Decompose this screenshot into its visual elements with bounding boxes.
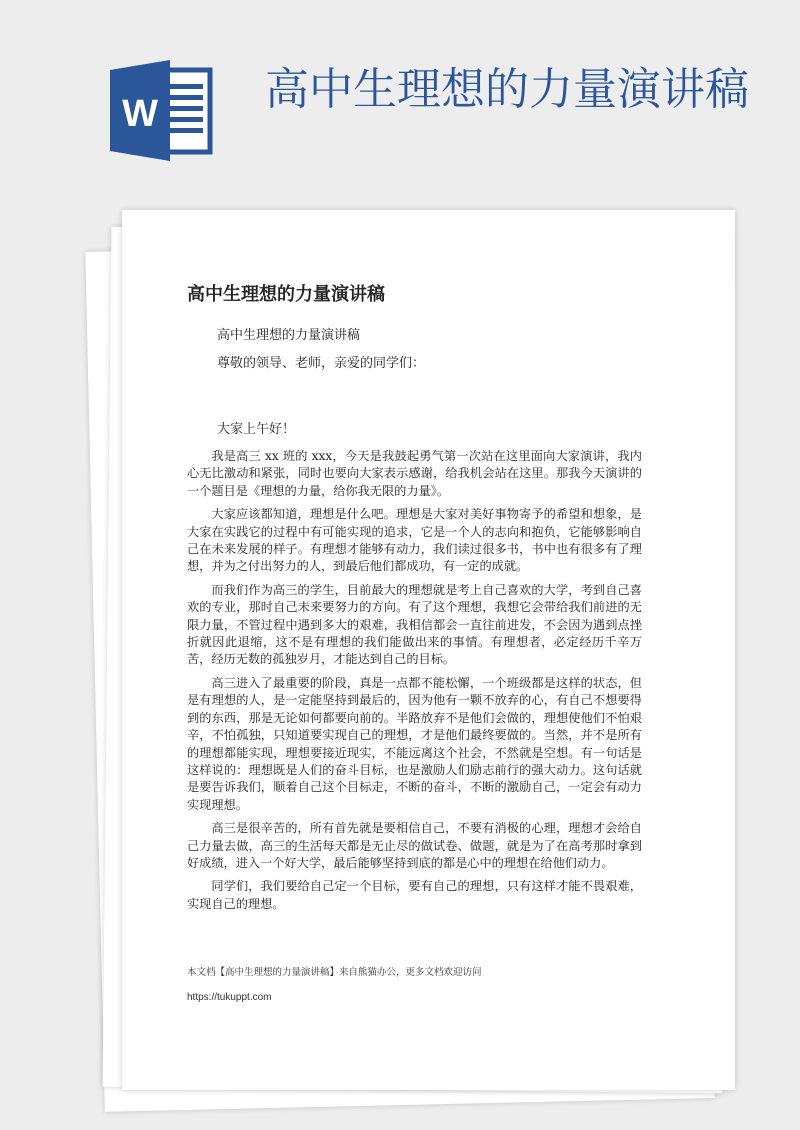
paragraph: 而我们作为高三的学生，目前最大的理想就是考上自己喜欢的大学，考到自己喜欢的专业，那时自己未来要努力的方向。有了这个理想，我想它会带给我们前进的无限力量，不管过程中遇到多大的艰难，我相信都会一直往前进发，不会因为遇到点挫折就因此退缩，这不是有理想的我们能做出来的事情。有理想者，必定经历千辛万苦，经历无数的孤独岁月，才能达到自己的目标。 <box>187 582 642 667</box>
salutation: 尊敬的领导、老师，亲爱的同学们： <box>217 356 426 371</box>
paragraph: 高三进入了最重要的阶段，真是一点都不能松懈，一个班级都是这样的状态，但是有理想的人，是一定能坚持到最后的，因为他有一颗不放弃的心，有自己不想要得到的东西，那是无论如何都要向前的。半路放弃不是他们会做的，理想使他们不怕艰辛，不怕孤独，只知道要实现自己的理想，才是他们最终要做的。当然，并不是所有的理想都能实现，理想要接近现实，不能远离这个社会，不然就是空想。有一句话是这样说的：理想既是人们的奋斗目标，也是激励人们励志前行的强大动力。这句话就是要告诉我们，顺着自己这个目标走，不断的奋斗，不断的激励自己，一定会有动力实现理想。 <box>187 675 642 812</box>
document-title: 高中生理想的力量演讲稿 <box>187 284 385 305</box>
footer-link[interactable]: https://tukuppt.com <box>187 992 272 1003</box>
paragraph: 我是高三 xx 班的 xxx，今天是我鼓起勇气第一次站在这里面向大家演讲，我内心无比激动和紧张，同时也要向大家表示感谢，给我机会站在这里。那我今天演讲的一个题目是《理想的力量，给你我无限的力量》。 <box>187 449 642 498</box>
word-logo-letter: W <box>122 93 158 135</box>
paragraph: 高三是很辛苦的，所有首先就是要相信自己，不要有消极的心理，理想才会给自己力量去做，高三的生活每天都是无止尽的做试卷、做题，就是为了在高考那时拿到好成绩，进入一个好大学，最后能够坚持到底的都是心中的理想在给他们动力。 <box>187 821 642 870</box>
document-body <box>187 280 642 919</box>
page-title: 高中生理想的力量演讲稿 <box>265 64 749 115</box>
paragraph: 大家应该都知道，理想是什么吧。理想是大家对美好事物寄予的希望和想象，是大家在实践它的过程中有可能实现的追求，它是一个人的志向和抱负，它能够影响自己在未来发展的样子。有理想才能够有动力，我们读过很多书，书中也有很多有了理想，并为之付出努力的人，到最后他们都成功，有一定的成就。 <box>187 507 642 574</box>
word-document-icon <box>110 58 215 163</box>
footer-note: 本文档【高中生理想的力量演讲稿】来自熊猫办公，更多文档欢迎访问 <box>187 967 482 978</box>
document-footer <box>187 964 647 1003</box>
paragraph: 同学们，我们要给自己定一个目标，要有自己的理想，只有这样才能不畏艰难，实现自己的理想。 <box>187 879 642 911</box>
greeting: 大家上午好！ <box>217 422 296 437</box>
document-subtitle: 高中生理想的力量演讲稿 <box>217 328 361 343</box>
